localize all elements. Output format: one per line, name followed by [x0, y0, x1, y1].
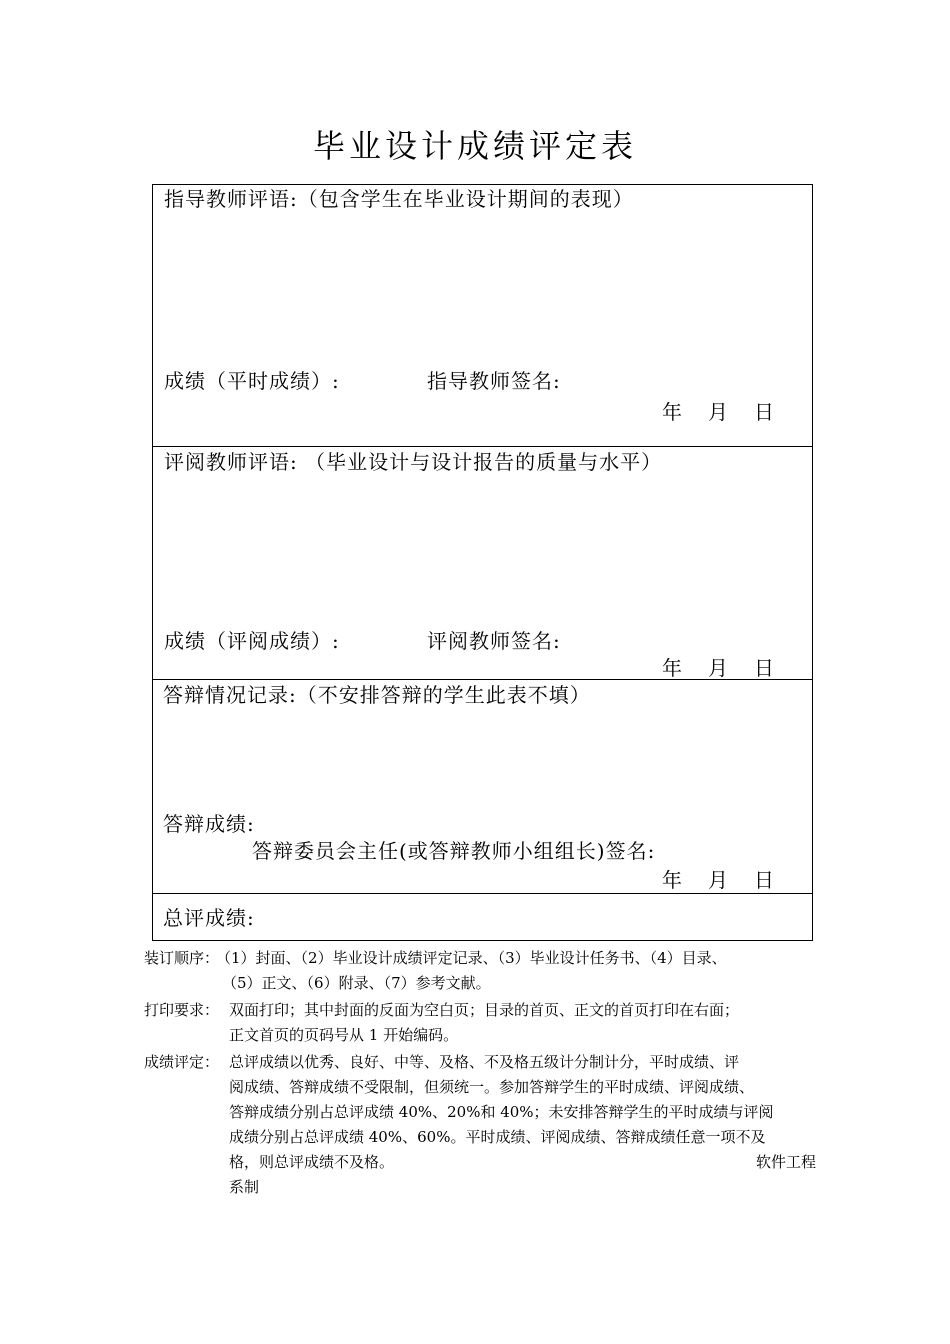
- grading-note: [144, 1050, 816, 1200]
- advisor-grade-label: 成绩（平时成绩）:: [164, 369, 340, 393]
- date-year: 年: [662, 656, 682, 680]
- note-line: 正文首页的页码号从 1 开始编码。: [229, 1026, 459, 1044]
- note-line: 总评成绩以优秀、良好、中等、及格、不及格五级计分制计分，平时成绩、评: [229, 1053, 740, 1071]
- date-month: 月: [708, 868, 728, 892]
- note-line: [229, 1150, 816, 1175]
- date-year: 年: [662, 868, 682, 892]
- advisor-comment-heading: 指导教师评语:（包含学生在毕业设计期间的表现）: [164, 187, 634, 211]
- date-day: 日: [754, 400, 774, 424]
- defense-grade-label: 答辩成绩:: [163, 812, 255, 836]
- reviewer-section: [153, 446, 812, 679]
- reviewer-comment-heading: 评阅教师评语: （毕业设计与设计报告的质量与水平）: [164, 450, 663, 474]
- defense-date: [636, 864, 774, 893]
- printing-requirement-note: [144, 998, 816, 1048]
- binding-order-note: [144, 946, 816, 996]
- reviewer-date: [636, 652, 774, 681]
- reviewer-grade-label: 成绩（评阅成绩）:: [164, 629, 340, 653]
- defense-record-heading: 答辩情况记录:（不安排答辩的学生此表不填）: [163, 683, 591, 707]
- date-day: 日: [754, 868, 774, 892]
- note-line: 双面打印；其中封面的反面为空白页；目录的首页、正文的首页打印在右面；: [229, 1001, 740, 1019]
- note-line: （5）正文、（6）附录、（7）参考文献。: [222, 974, 491, 992]
- note-line: 成绩分别占总评成绩 40%、60%。平时成绩、评阅成绩、答辩成绩任意一项不及: [229, 1128, 766, 1146]
- page-title: 毕业设计成绩评定表: [312, 127, 637, 165]
- total-section: [153, 893, 812, 941]
- advisor-signature-label: 指导教师签名:: [427, 369, 561, 393]
- advisor-date: [636, 396, 774, 425]
- notes: [144, 946, 816, 1202]
- date-day: 日: [754, 656, 774, 680]
- note-label: 装订顺序：: [144, 949, 220, 967]
- defense-section: [153, 679, 812, 893]
- date-year: 年: [662, 400, 682, 424]
- note-line: （1）封面、（2）毕业设计成绩评定记录、（3）毕业设计任务书、（4）目录、: [216, 949, 727, 967]
- department-suffix: 系制: [229, 1178, 260, 1196]
- advisor-section: [153, 185, 812, 446]
- evaluation-form: [152, 184, 813, 941]
- defense-signature-label: 答辩委员会主任(或答辩教师小组组长)签名:: [252, 839, 656, 863]
- date-month: 月: [708, 656, 728, 680]
- date-month: 月: [708, 400, 728, 424]
- note-line: 答辩成绩分别占总评成绩 40%、20%和 40%；未安排答辩学生的平时成绩与评阅: [229, 1103, 774, 1121]
- note-line-text: 格，则总评成绩不及格。: [229, 1153, 395, 1171]
- note-line: 阅成绩、答辩成绩不受限制，但须统一。参加答辩学生的平时成绩、评阅成绩、: [229, 1078, 755, 1096]
- total-grade-label: 总评成绩:: [163, 906, 255, 930]
- note-label: 打印要求：: [144, 1001, 220, 1019]
- reviewer-signature-label: 评阅教师签名:: [427, 629, 561, 653]
- note-label: 成绩评定：: [144, 1053, 220, 1071]
- department-name: 软件工程: [755, 1153, 816, 1171]
